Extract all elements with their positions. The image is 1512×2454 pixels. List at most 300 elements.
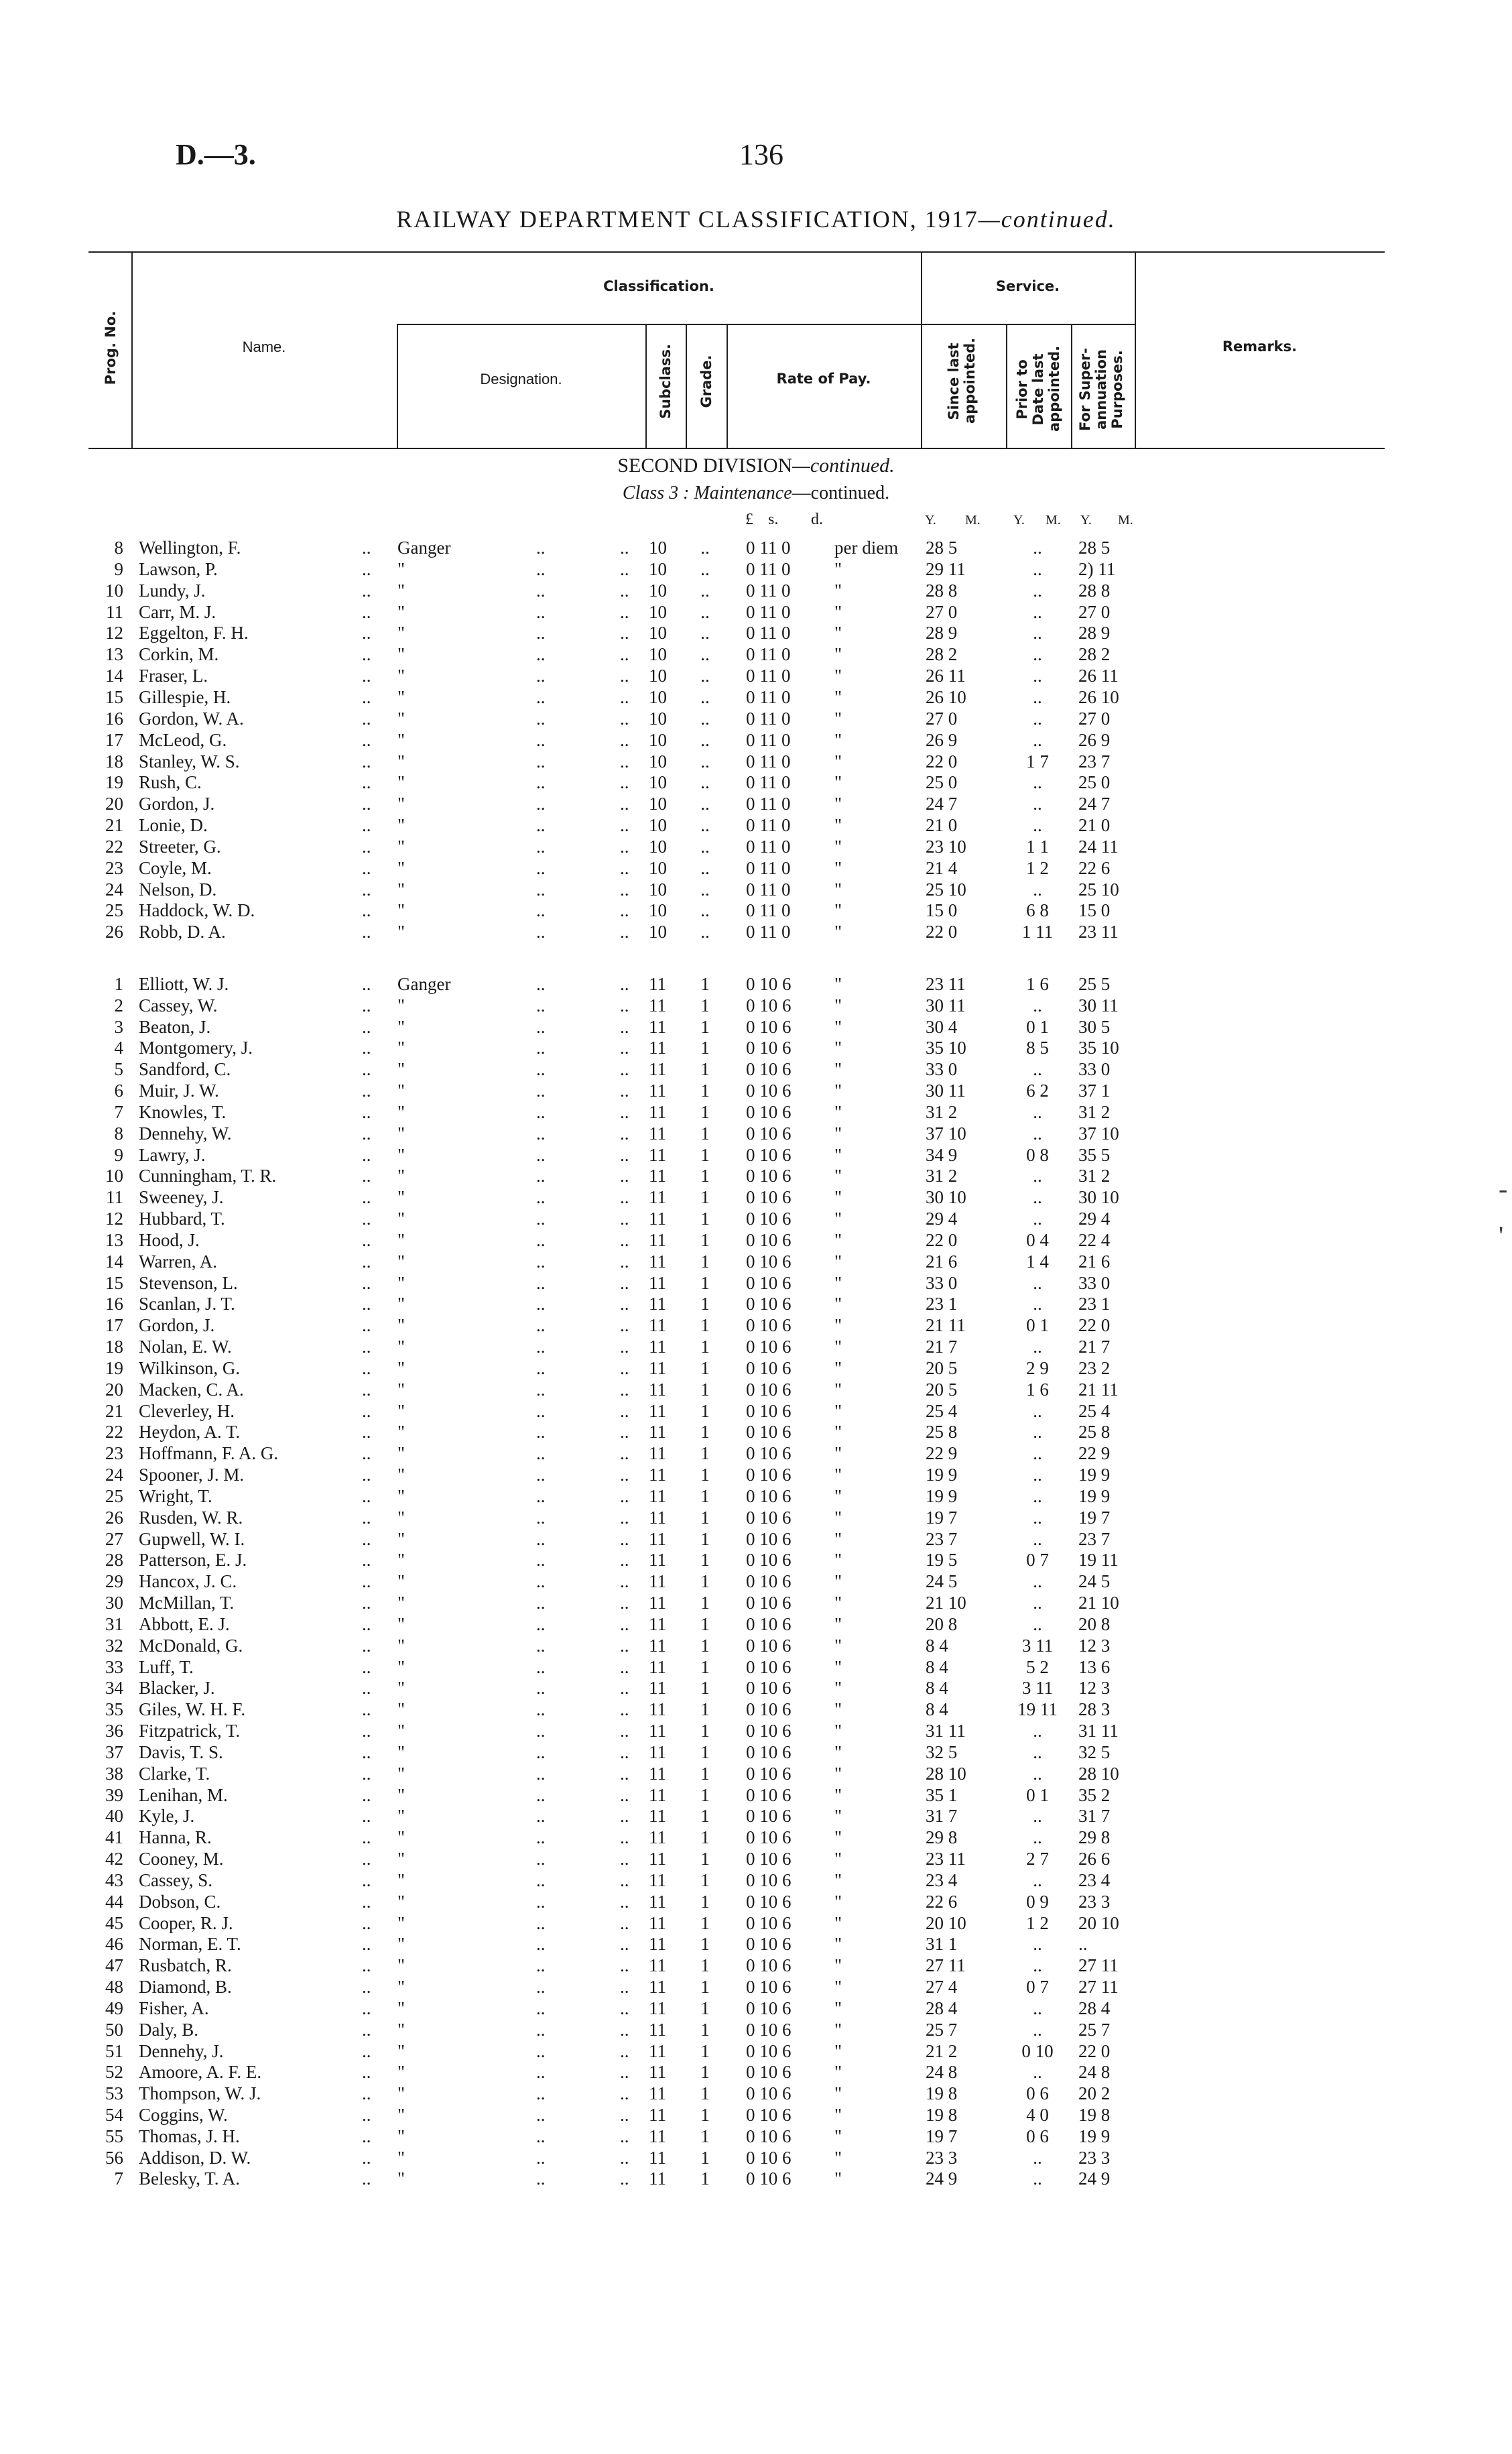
- leader-dots: ..: [536, 1400, 546, 1421]
- leader-dots: ..: [362, 1806, 371, 1827]
- service-since-last: 25 4: [926, 1400, 958, 1421]
- prog-number: 22: [105, 1422, 123, 1443]
- designation: ": [397, 1166, 405, 1186]
- subclass: 11: [649, 995, 666, 1016]
- leader-dots: ..: [620, 836, 629, 857]
- service-prior: 4 0: [1026, 2104, 1049, 2125]
- designation: ": [397, 1081, 405, 1101]
- unit-pound: £: [745, 511, 753, 528]
- leader-dots: ..: [362, 1101, 371, 1122]
- employee-name: Amoore, A. F. E.: [139, 2062, 262, 2083]
- designation: ": [397, 1741, 405, 1762]
- subclass: 11: [649, 1272, 666, 1293]
- service-since-last: 28 9: [926, 623, 958, 643]
- grade: ..: [700, 836, 710, 857]
- subclass: 11: [649, 1465, 666, 1485]
- service-prior: ..: [1033, 1187, 1042, 1208]
- employee-name: Wellington, F.: [139, 538, 241, 558]
- class-heading: [0, 483, 1512, 504]
- unit-since-years: Y.: [925, 513, 936, 528]
- service-superannuation: 35 2: [1078, 1784, 1111, 1805]
- employee-name: Fraser, L.: [139, 666, 208, 686]
- rate-period: ": [834, 1827, 842, 1848]
- rate-of-pay: 0 10 6: [746, 995, 792, 1016]
- leader-dots: ..: [362, 879, 371, 900]
- class-text: Class 3 : Maintenance: [622, 483, 792, 503]
- grade: 1: [700, 1998, 710, 2018]
- subclass: 10: [649, 708, 667, 729]
- service-since-last: 23 1: [926, 1294, 958, 1314]
- col-divider: [1006, 325, 1007, 448]
- prog-number: 54: [105, 2104, 123, 2125]
- service-prior: ..: [1033, 995, 1042, 1016]
- service-since-last: 22 0: [926, 751, 958, 772]
- rate-period: ": [834, 1038, 842, 1058]
- table-header: [88, 251, 1385, 449]
- leader-dots: ..: [362, 900, 371, 921]
- subclass: 11: [649, 1678, 666, 1699]
- leader-dots: ..: [620, 995, 629, 1016]
- leader-dots: ..: [362, 1294, 371, 1314]
- leader-dots: ..: [620, 2126, 629, 2146]
- leader-dots: ..: [362, 1869, 371, 1890]
- subclass: 11: [649, 1699, 666, 1720]
- service-prior: ..: [1033, 1337, 1042, 1357]
- designation: ": [397, 1400, 405, 1421]
- grade: 1: [700, 1294, 710, 1314]
- subclass: 11: [649, 1635, 666, 1656]
- leader-dots: ..: [362, 1998, 371, 2018]
- grade: 1: [700, 995, 710, 1016]
- leader-dots: ..: [362, 1016, 371, 1037]
- table-row: [0, 751, 1512, 772]
- employee-name: Hanna, R.: [139, 1827, 212, 1848]
- rate-period: ": [834, 1081, 842, 1101]
- rate-period: ": [834, 1144, 842, 1165]
- leader-dots: ..: [362, 1272, 371, 1293]
- grade: 1: [700, 2168, 710, 2189]
- service-since-last: 19 8: [926, 2083, 958, 2104]
- prog-number: 9: [114, 1144, 123, 1165]
- leader-dots: ..: [362, 922, 371, 942]
- service-prior: ..: [1033, 1443, 1042, 1464]
- leader-dots: ..: [536, 1528, 546, 1549]
- employee-name: Norman, E. T.: [139, 1934, 241, 1955]
- prog-number: 28: [105, 1550, 123, 1571]
- service-prior: ..: [1033, 666, 1042, 686]
- subclass: 11: [649, 1400, 666, 1421]
- grade: 1: [700, 2104, 710, 2125]
- employee-name: Blacker, J.: [139, 1678, 215, 1699]
- table-row: [0, 1017, 1512, 1037]
- leader-dots: ..: [536, 601, 546, 622]
- division-text: SECOND DIVISION: [617, 454, 793, 477]
- table-row: [0, 1593, 1512, 1613]
- subclass: 11: [649, 2062, 666, 2083]
- leader-dots: ..: [362, 836, 371, 857]
- service-prior: ..: [1033, 729, 1042, 750]
- prog-number: 41: [105, 1827, 123, 1848]
- employee-name: Macken, C. A.: [139, 1379, 244, 1400]
- table-row: [0, 1337, 1512, 1357]
- service-superannuation: 28 2: [1078, 644, 1111, 665]
- rate-period: ": [834, 1912, 842, 1933]
- employee-name: Lundy, J.: [139, 580, 206, 601]
- prog-number: 40: [105, 1806, 123, 1827]
- grade: ..: [700, 879, 710, 900]
- subclass: 10: [649, 922, 667, 942]
- subclass: 11: [649, 1763, 666, 1784]
- service-since-last: 19 8: [926, 2104, 958, 2125]
- service-superannuation: ..: [1078, 1934, 1088, 1955]
- grade: 1: [700, 1081, 710, 1101]
- rate-of-pay: 0 10 6: [746, 1891, 792, 1912]
- service-prior: 2 7: [1026, 1849, 1049, 1869]
- service-prior: 0 1: [1026, 1784, 1049, 1805]
- leader-dots: ..: [620, 1357, 629, 1378]
- table-row: [0, 1849, 1512, 1869]
- employee-name: Hancox, J. C.: [139, 1571, 237, 1592]
- service-prior: ..: [1033, 708, 1042, 729]
- leader-dots: ..: [362, 2147, 371, 2168]
- leader-dots: ..: [620, 708, 629, 729]
- rate-period: ": [834, 1166, 842, 1186]
- rate-period: ": [834, 836, 842, 857]
- employee-name: Addison, D. W.: [139, 2147, 251, 2168]
- service-superannuation: 23 3: [1078, 1891, 1111, 1912]
- rate-of-pay: 0 10 6: [746, 1869, 792, 1890]
- service-superannuation: 35 10: [1078, 1038, 1119, 1058]
- leader-dots: ..: [536, 836, 546, 857]
- rate-of-pay: 0 10 6: [746, 1209, 792, 1229]
- designation: ": [397, 686, 405, 707]
- leader-dots: ..: [620, 623, 629, 643]
- rate-period: ": [834, 1229, 842, 1250]
- grade: 1: [700, 2040, 710, 2061]
- designation: ": [397, 1656, 405, 1677]
- table-row: [0, 879, 1512, 900]
- prog-number: 14: [105, 1251, 123, 1272]
- designation: ": [397, 1869, 405, 1890]
- leader-dots: ..: [620, 1571, 629, 1592]
- title-text: RAILWAY DEPARTMENT CLASSIFICATION, 1917: [396, 206, 979, 233]
- header-prog-no: Prog. No.: [103, 310, 119, 385]
- designation: ": [397, 995, 405, 1016]
- leader-dots: ..: [362, 1613, 371, 1634]
- service-prior: ..: [1033, 1272, 1042, 1293]
- division-heading: [0, 454, 1512, 477]
- table-row: [0, 837, 1512, 857]
- employee-name: Lonie, D.: [139, 815, 208, 836]
- service-prior: ..: [1033, 1806, 1042, 1827]
- rate-of-pay: 0 10 6: [746, 1294, 792, 1314]
- table-row: [0, 1955, 1512, 1975]
- service-since-last: 24 5: [926, 1571, 958, 1592]
- leader-dots: ..: [536, 666, 546, 686]
- leader-dots: ..: [536, 1869, 546, 1890]
- subclass: 10: [649, 686, 667, 707]
- service-superannuation: 28 4: [1078, 1998, 1111, 2018]
- designation: ": [397, 1849, 405, 1869]
- service-prior: ..: [1033, 1422, 1042, 1443]
- rate-of-pay: 0 10 6: [746, 1550, 792, 1571]
- designation: ": [397, 1294, 405, 1314]
- grade: 1: [700, 1528, 710, 1549]
- leader-dots: ..: [620, 1955, 629, 1976]
- employee-name: Knowles, T.: [139, 1101, 227, 1122]
- subclass: 11: [649, 1422, 666, 1443]
- rate-period: ": [834, 1507, 842, 1528]
- subclass: 11: [649, 1315, 666, 1336]
- service-prior: 6 8: [1026, 900, 1049, 921]
- prog-number: 12: [105, 623, 123, 643]
- service-since-last: 35 1: [926, 1784, 958, 1805]
- grade: 1: [700, 1912, 710, 1933]
- employee-name: Clarke, T.: [139, 1763, 210, 1784]
- service-superannuation: 25 0: [1078, 772, 1111, 793]
- rate-of-pay: 0 10 6: [746, 1849, 792, 1869]
- leader-dots: ..: [536, 2062, 546, 2083]
- rate-of-pay: 0 10 6: [746, 1101, 792, 1122]
- employee-name: Luff, T.: [139, 1656, 194, 1677]
- table-row: [0, 666, 1512, 686]
- rate-period: ": [834, 1741, 842, 1762]
- service-prior: ..: [1033, 1101, 1042, 1122]
- subclass: 11: [649, 1209, 666, 1229]
- grade: 1: [700, 1166, 710, 1186]
- leader-dots: ..: [536, 1977, 546, 1997]
- grade: ..: [700, 623, 710, 643]
- designation: ": [397, 1422, 405, 1443]
- prog-number: 25: [105, 900, 123, 921]
- grade: 1: [700, 1187, 710, 1208]
- service-since-last: 23 10: [926, 836, 966, 857]
- subclass: 11: [649, 2040, 666, 2061]
- employee-name: Eggelton, F. H.: [139, 623, 249, 643]
- leader-dots: ..: [620, 1741, 629, 1762]
- prog-number: 42: [105, 1849, 123, 1869]
- designation: ": [397, 2126, 405, 2146]
- service-prior: ..: [1033, 1123, 1042, 1144]
- service-prior: ..: [1033, 644, 1042, 665]
- rate-of-pay: 0 10 6: [746, 1571, 792, 1592]
- prog-number: 36: [105, 1721, 123, 1741]
- leader-dots: ..: [362, 1465, 371, 1485]
- service-superannuation: 32 5: [1078, 1741, 1111, 1762]
- leader-dots: ..: [536, 1081, 546, 1101]
- service-since-last: 23 7: [926, 1528, 958, 1549]
- table-row: [0, 1251, 1512, 1272]
- prog-number: 26: [105, 1507, 123, 1528]
- employee-name: Nelson, D.: [139, 879, 217, 900]
- designation: ": [397, 1784, 405, 1805]
- service-superannuation: 33 0: [1078, 1059, 1111, 1080]
- subclass: 11: [649, 1485, 666, 1506]
- leader-dots: ..: [620, 601, 629, 622]
- table-row: [0, 1486, 1512, 1506]
- service-superannuation: 27 11: [1078, 1977, 1119, 1997]
- prog-number: 52: [105, 2062, 123, 2083]
- service-since-last: 31 2: [926, 1166, 958, 1186]
- leader-dots: ..: [620, 1678, 629, 1699]
- designation: ": [397, 1123, 405, 1144]
- service-superannuation: 23 7: [1078, 1528, 1111, 1549]
- subclass: 11: [649, 1741, 666, 1762]
- prog-number: 26: [105, 922, 123, 942]
- employee-name: Davis, T. S.: [139, 1741, 223, 1762]
- employee-name: Patterson, E. J.: [139, 1550, 247, 1571]
- table-row: [0, 1038, 1512, 1058]
- table-row: [0, 687, 1512, 707]
- service-superannuation: 29 8: [1078, 1827, 1111, 1848]
- grade: 1: [700, 1123, 710, 1144]
- service-since-last: 20 8: [926, 1613, 958, 1634]
- service-since-last: 25 8: [926, 1422, 958, 1443]
- service-prior: ..: [1033, 815, 1042, 836]
- prog-number: 13: [105, 1229, 123, 1250]
- leader-dots: ..: [536, 1443, 546, 1464]
- prog-number: 7: [114, 2168, 123, 2189]
- rate-of-pay: 0 10 6: [746, 1144, 792, 1165]
- subclass: 11: [649, 1827, 666, 1848]
- service-prior: 1 6: [1026, 974, 1049, 994]
- prog-number: 8: [114, 1123, 123, 1144]
- service-prior: 1 2: [1026, 857, 1049, 878]
- title-continued: —continued.: [978, 206, 1116, 233]
- service-superannuation: 23 7: [1078, 751, 1111, 772]
- grade: 1: [700, 1251, 710, 1272]
- grade: ..: [700, 751, 710, 772]
- service-prior: 3 11: [1021, 1635, 1054, 1656]
- prog-number: 3: [114, 1016, 123, 1037]
- table-row: [0, 1742, 1512, 1762]
- subclass: 10: [649, 644, 667, 665]
- designation: ": [397, 623, 405, 643]
- leader-dots: ..: [536, 1166, 546, 1186]
- leader-dots: ..: [536, 1315, 546, 1336]
- service-superannuation: 15 0: [1078, 900, 1111, 921]
- prog-number: 19: [105, 772, 123, 793]
- rate-of-pay: 0 10 6: [746, 1827, 792, 1848]
- prog-number: 2: [114, 995, 123, 1016]
- service-superannuation: 22 6: [1078, 857, 1111, 878]
- employee-name: McDonald, G.: [139, 1635, 243, 1656]
- rate-of-pay: 0 10 6: [746, 1251, 792, 1272]
- employee-name: Sandford, C.: [139, 1059, 231, 1080]
- prog-number: 7: [114, 1101, 123, 1122]
- leader-dots: ..: [620, 729, 629, 750]
- subclass: 11: [649, 1550, 666, 1571]
- rate-of-pay: 0 10 6: [746, 2083, 792, 2104]
- table-row: [0, 1764, 1512, 1784]
- rate-period: ": [834, 1059, 842, 1080]
- leader-dots: ..: [362, 1507, 371, 1528]
- subclass: 11: [649, 1016, 666, 1037]
- rate-of-pay: 0 10 6: [746, 1806, 792, 1827]
- service-prior: ..: [1033, 538, 1042, 558]
- service-prior: 3 11: [1021, 1678, 1054, 1699]
- leader-dots: ..: [620, 1081, 629, 1101]
- employee-name: Scanlan, J. T.: [139, 1294, 235, 1314]
- leader-dots: ..: [362, 1741, 371, 1762]
- rate-period: ": [834, 1422, 842, 1443]
- leader-dots: ..: [362, 1571, 371, 1592]
- service-superannuation: 24 11: [1078, 836, 1119, 857]
- designation: ": [397, 1550, 405, 1571]
- leader-dots: ..: [536, 1016, 546, 1037]
- leader-dots: ..: [362, 1081, 371, 1101]
- leader-dots: ..: [536, 794, 546, 814]
- leader-dots: ..: [536, 2019, 546, 2040]
- leader-dots: ..: [362, 538, 371, 558]
- prog-number: 29: [105, 1571, 123, 1592]
- table-row: [0, 900, 1512, 920]
- leader-dots: ..: [362, 1357, 371, 1378]
- service-superannuation: 22 9: [1078, 1443, 1111, 1464]
- rate-period: ": [834, 794, 842, 814]
- leader-dots: ..: [362, 751, 371, 772]
- service-superannuation: 27 0: [1078, 601, 1111, 622]
- service-since-last: 21 7: [926, 1337, 958, 1357]
- service-since-last: 23 4: [926, 1869, 958, 1890]
- rate-period: ": [834, 1699, 842, 1720]
- leader-dots: ..: [536, 1422, 546, 1443]
- prog-number: 18: [105, 751, 123, 772]
- service-superannuation: 30 10: [1078, 1187, 1119, 1208]
- grade: 1: [700, 1784, 710, 1805]
- rate-of-pay: 0 11 0: [746, 538, 791, 558]
- grade: ..: [700, 580, 710, 601]
- table-row: [0, 1870, 1512, 1890]
- table-row: [0, 1678, 1512, 1698]
- leader-dots: ..: [536, 2168, 546, 2189]
- employee-name: Lawry, J.: [139, 1144, 206, 1165]
- designation: ": [397, 751, 405, 772]
- leader-dots: ..: [362, 1550, 371, 1571]
- prog-number: 34: [105, 1678, 123, 1699]
- table-row: [0, 1998, 1512, 2018]
- rate-period: ": [834, 1934, 842, 1955]
- service-superannuation: 2) 11: [1078, 558, 1116, 579]
- prog-number: 18: [105, 1337, 123, 1357]
- service-prior: 2 9: [1026, 1357, 1049, 1378]
- service-since-last: 26 11: [926, 666, 966, 686]
- rate-of-pay: 0 10 6: [746, 1934, 792, 1955]
- service-since-last: 27 4: [926, 1977, 958, 1997]
- leader-dots: ..: [362, 1400, 371, 1421]
- rate-of-pay: 0 11 0: [746, 900, 791, 921]
- leader-dots: ..: [362, 1721, 371, 1741]
- grade: 1: [700, 2083, 710, 2104]
- header-name: Name.: [242, 339, 286, 355]
- leader-dots: ..: [536, 580, 546, 601]
- service-prior: ..: [1033, 772, 1042, 793]
- subclass: 10: [649, 857, 667, 878]
- service-superannuation: 23 2: [1078, 1357, 1111, 1378]
- service-since-last: 30 11: [926, 1081, 966, 1101]
- service-superannuation: 28 5: [1078, 538, 1111, 558]
- rate-of-pay: 0 10 6: [746, 974, 792, 994]
- service-since-last: 27 0: [926, 601, 958, 622]
- employee-name: Rusden, W. R.: [139, 1507, 243, 1528]
- table-row: [0, 2083, 1512, 2103]
- rate-of-pay: 0 10 6: [746, 1081, 792, 1101]
- header-designation: Designation.: [480, 371, 562, 387]
- subclass: 11: [649, 1357, 666, 1378]
- service-since-last: 31 2: [926, 1101, 958, 1122]
- rate-of-pay: 0 10 6: [746, 2147, 792, 2168]
- designation: ": [397, 1465, 405, 1485]
